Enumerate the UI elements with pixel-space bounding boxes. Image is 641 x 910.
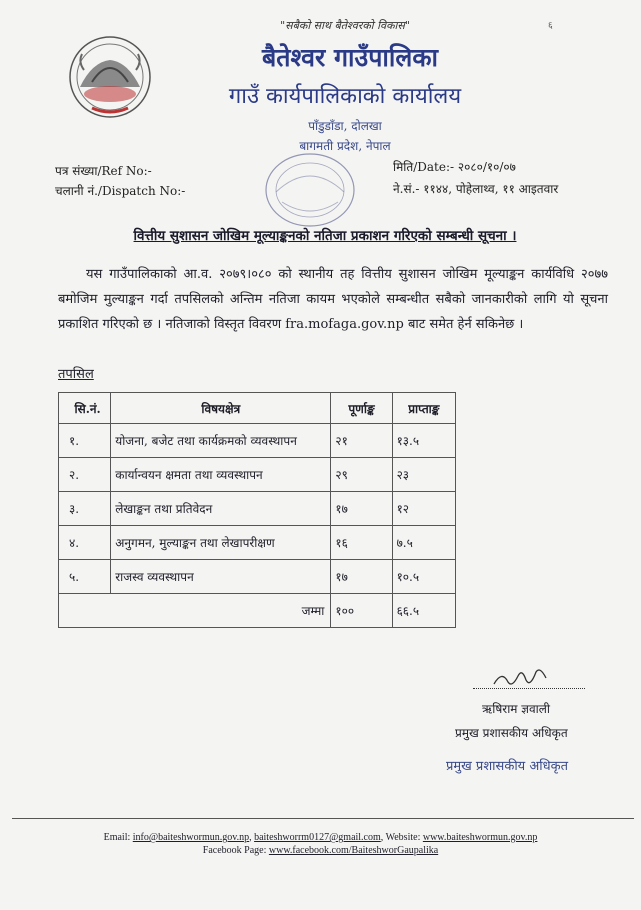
signatory-name: ऋषिराम ज्ञवाली (482, 702, 551, 716)
cell-sn: ३. (59, 492, 111, 526)
cell-obtained-marks: ७.५ (392, 526, 455, 560)
cell-subject-area: लेखाङ्कन तथा प्रतिवेदन (111, 492, 331, 526)
results-table (58, 392, 456, 628)
ref-no: पत्र संख्या/Ref No:- (55, 164, 152, 178)
table-row (59, 424, 456, 458)
cell-full-marks: १७ (331, 560, 392, 594)
header-full-marks: पूर्णाङ्क (331, 393, 392, 424)
office-name: गाउँ कार्यपालिकाको कार्यालय (228, 84, 462, 109)
cell-full-marks: २१ (331, 424, 392, 458)
cell-sn: २. (59, 458, 111, 492)
website-link[interactable]: www.baiteshwormun.gov.np (422, 832, 538, 843)
table-total-row (59, 594, 456, 628)
page-mark: ६ (548, 21, 553, 31)
signatory-stamp: प्रमुख प्रशासकीय अधिकृत (446, 759, 569, 774)
cell-obtained-marks: १०.५ (392, 560, 455, 594)
total-full-marks: १०० (331, 594, 392, 628)
cell-full-marks: १७ (331, 492, 392, 526)
letter-date: मिति/Date:- २०८०/१०/०७ (393, 160, 516, 174)
address-line-1: पाँडुडाँडा, दोलखा (308, 119, 382, 133)
cell-subject-area: राजस्व व्यवस्थापन (111, 560, 331, 594)
footer-facebook (0, 845, 641, 856)
notice-body: यस गाउँपालिकाको आ.व. २०७९।०८० को स्थानीय तह वित्तीय सुशासन जोखिम मूल्याङ्कन कार्यविधि २०७७ बमोजिम मुल्याङ्कन गर्दा तपसिलको अन्तिम नतिजा कायम भएकोले सम्बन्धीत सबैको जानकारीको लागि यो सूचना प्रकाशित गरिएको छ । नतिजाको विस्तृत विवरण fra.mofaga.gov.np बाट समेत हेर्न सकिनेछ । (58, 267, 608, 332)
cell-obtained-marks: १३.५ (392, 424, 455, 458)
dispatch-no: चलानी नं./Dispatch No:- (55, 184, 186, 198)
nepal-emblem-logo (62, 32, 158, 122)
tapsil-label: तपसिल (58, 367, 94, 382)
slogan: "सबैको साथ बैतेश्वरको विकास" (280, 19, 410, 32)
header-obtained-marks: प्राप्ताङ्क (392, 393, 455, 424)
notice-subject: वित्तीय सुशासन जोखिम मूल्याङ्कनको नतिजा प्रकाशन गरिएको सम्बन्धी सूचना । (133, 228, 517, 244)
org-name: बैतेश्वर गाउँपालिका (261, 43, 438, 72)
cell-obtained-marks: १२ (392, 492, 455, 526)
total-label: जम्मा (59, 594, 331, 628)
table-row (59, 458, 456, 492)
address-line-2: बागमती प्रदेश, नेपाल (299, 139, 391, 153)
email-link-gmail[interactable]: baiteshworrm0127@gmail.com (254, 832, 381, 843)
signature-line (473, 688, 585, 689)
office-stamp (262, 150, 358, 230)
cell-sn: ५. (59, 560, 111, 594)
facebook-link[interactable]: www.facebook.com/BaiteshworGaupalika (268, 845, 439, 856)
nepal-sambat-date: ने.सं.- ११४४, पोहेलाथ्व, ११ आइतवार (393, 182, 559, 196)
table-row (59, 492, 456, 526)
total-obtained-marks: ६६.५ (392, 594, 455, 628)
footer-divider (12, 818, 634, 819)
footer-contact: Email: info@baiteshwormun.gov.np, baiteshworrm0127@gmail.com, Website: www.baiteshwormun.gov.np (103, 832, 538, 843)
table-row (59, 526, 456, 560)
cell-full-marks: २९ (331, 458, 392, 492)
signatory-title: प्रमुख प्रशासकीय अधिकृत (455, 726, 568, 740)
cell-sn: १. (59, 424, 111, 458)
header-subject-area: विषयक्षेत्र (111, 393, 331, 424)
cell-obtained-marks: २३ (392, 458, 455, 492)
cell-subject-area: अनुगमन, मुल्याङ्कन तथा लेखापरीक्षण (111, 526, 331, 560)
header-sn: सि.नं. (59, 393, 111, 424)
facebook-label: Facebook Page: (202, 845, 267, 856)
table-header-row (59, 393, 456, 424)
email-label: Email: (103, 832, 131, 843)
website-label: Website: (385, 832, 421, 843)
email-link-info[interactable]: info@baiteshwormun.gov.np (132, 832, 250, 843)
table-row (59, 560, 456, 594)
cell-subject-area: योजना, बजेट तथा कार्यक्रमको व्यवस्थापन (111, 424, 331, 458)
cell-subject-area: कार्यान्वयन क्षमता तथा व्यवस्थापन (111, 458, 331, 492)
cell-full-marks: १६ (331, 526, 392, 560)
cell-sn: ४. (59, 526, 111, 560)
